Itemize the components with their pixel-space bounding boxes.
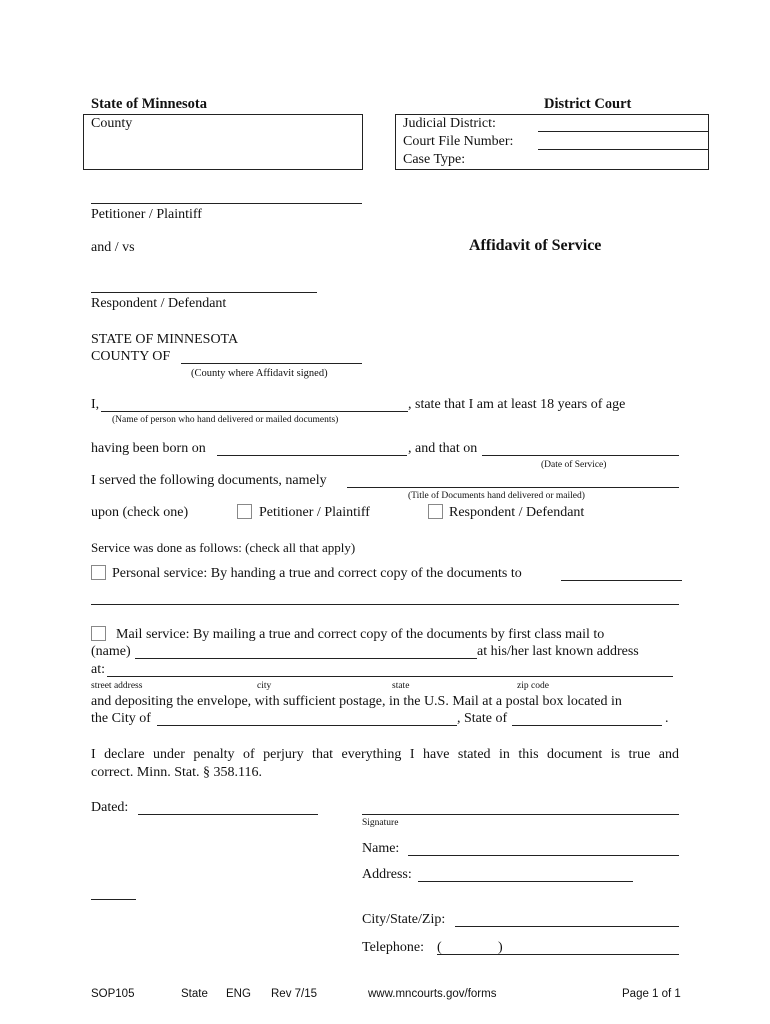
- name-label: Name:: [362, 841, 400, 856]
- mail-address-field[interactable]: [107, 676, 673, 677]
- footer-form-id: SOP105: [91, 988, 135, 1000]
- declaration-line-2: correct. Minn. Stat. § 358.116.: [91, 765, 262, 780]
- personal-recipient-field[interactable]: [561, 580, 682, 581]
- served-documents-label: I served the following documents, namely: [91, 473, 327, 488]
- signature-field[interactable]: [362, 814, 679, 815]
- upon-label: upon (check one): [91, 505, 189, 520]
- respondent-option-label: Respondent / Defendant: [449, 505, 585, 520]
- affiant-name-hint: (Name of person who hand delivered or mailed documents): [112, 415, 339, 425]
- telephone-field[interactable]: [437, 954, 679, 955]
- signature-label: Signature: [362, 818, 399, 828]
- footer-language: ENG: [226, 988, 251, 1000]
- case-type-label: Case Type:: [403, 152, 466, 167]
- county-box: [83, 114, 363, 170]
- and-that-on-label: , and that on: [408, 441, 478, 456]
- personal-service-checkbox[interactable]: [91, 565, 106, 580]
- county-of-field[interactable]: [181, 363, 362, 364]
- respondent-label: Respondent / Defendant: [91, 296, 227, 311]
- case-info-box: [395, 114, 709, 170]
- age-statement: , state that I am at least 18 years of age: [408, 397, 626, 412]
- county-of-label: COUNTY OF: [91, 349, 171, 364]
- city-state-zip-label: City/State/Zip:: [362, 912, 446, 927]
- footer-revision: Rev 7/15: [271, 988, 318, 1000]
- period: .: [665, 711, 669, 726]
- venue-state: STATE OF MINNESOTA: [91, 332, 239, 347]
- documents-title-field[interactable]: [347, 487, 679, 488]
- footer-state: State: [181, 988, 208, 1000]
- personal-service-text: Personal service: By handing a true and correct copy of the documents to: [112, 566, 522, 581]
- birth-date-field[interactable]: [217, 455, 407, 456]
- petitioner-label: Petitioner / Plaintiff: [91, 207, 202, 222]
- judicial-district-label: Judicial District:: [403, 116, 496, 131]
- petitioner-checkbox[interactable]: [237, 504, 252, 519]
- address-continued-field[interactable]: [91, 899, 136, 900]
- mail-state-field[interactable]: [512, 725, 662, 726]
- footer-page-number: Page 1 of 1: [622, 988, 681, 1000]
- i-prefix: I,: [91, 397, 100, 412]
- judicial-district-field[interactable]: [538, 131, 708, 132]
- zip-code-hint: zip code: [517, 681, 549, 691]
- court-heading: District Court: [544, 96, 632, 112]
- dated-label: Dated:: [91, 800, 129, 815]
- mail-service-text: Mail service: By mailing a true and correct copy of the documents by first class mail to: [116, 627, 605, 642]
- mail-recipient-name-field[interactable]: [135, 658, 477, 659]
- born-on-label: having been born on: [91, 441, 206, 456]
- personal-recipient-continued-field[interactable]: [91, 604, 679, 605]
- city-hint: city: [257, 681, 272, 691]
- at-label: at:: [91, 662, 105, 677]
- street-address-hint: street address: [91, 681, 143, 691]
- petitioner-name-field[interactable]: [91, 203, 362, 204]
- documents-title-hint: (Title of Documents hand delivered or mailed): [408, 491, 585, 501]
- dated-field[interactable]: [138, 814, 318, 815]
- footer-url[interactable]: www.mncourts.gov/forms: [368, 988, 497, 1000]
- state-heading: State of Minnesota: [91, 96, 207, 112]
- service-date-field[interactable]: [482, 455, 679, 456]
- affiant-name-field[interactable]: [101, 411, 408, 412]
- and-vs-label: and / vs: [91, 240, 135, 255]
- county-label: County: [91, 116, 133, 131]
- respondent-name-field[interactable]: [91, 292, 317, 293]
- telephone-open-paren: (: [437, 940, 442, 955]
- telephone-close-paren: ): [498, 940, 503, 955]
- court-file-number-label: Court File Number:: [403, 134, 514, 149]
- address-label: Address:: [362, 867, 412, 882]
- court-file-number-field[interactable]: [538, 149, 708, 150]
- mail-city-field[interactable]: [157, 725, 457, 726]
- name-field[interactable]: [408, 855, 679, 856]
- city-state-zip-field[interactable]: [455, 926, 679, 927]
- depositing-text: and depositing the envelope, with sufficient postage, in the U.S. Mail at a postal box located in: [91, 694, 622, 709]
- telephone-label: Telephone:: [362, 940, 424, 955]
- mail-service-checkbox[interactable]: [91, 626, 106, 641]
- last-known-address-label: at his/her last known address: [477, 644, 639, 659]
- mail-name-label: (name): [91, 644, 131, 659]
- state-of-label: , State of: [457, 711, 508, 726]
- city-of-label: the City of: [91, 711, 151, 726]
- petitioner-option-label: Petitioner / Plaintiff: [259, 505, 370, 520]
- service-date-hint: (Date of Service): [541, 460, 607, 470]
- state-hint: state: [392, 681, 410, 691]
- address-field[interactable]: [418, 881, 633, 882]
- declaration-line-1: I declare under penalty of perjury that everything I have stated in this document is true and: [91, 747, 679, 762]
- county-hint: (County where Affidavit signed): [191, 368, 328, 379]
- respondent-checkbox[interactable]: [428, 504, 443, 519]
- service-intro: Service was done as follows: (check all that apply): [91, 540, 356, 555]
- document-title: Affidavit of Service: [469, 237, 602, 254]
